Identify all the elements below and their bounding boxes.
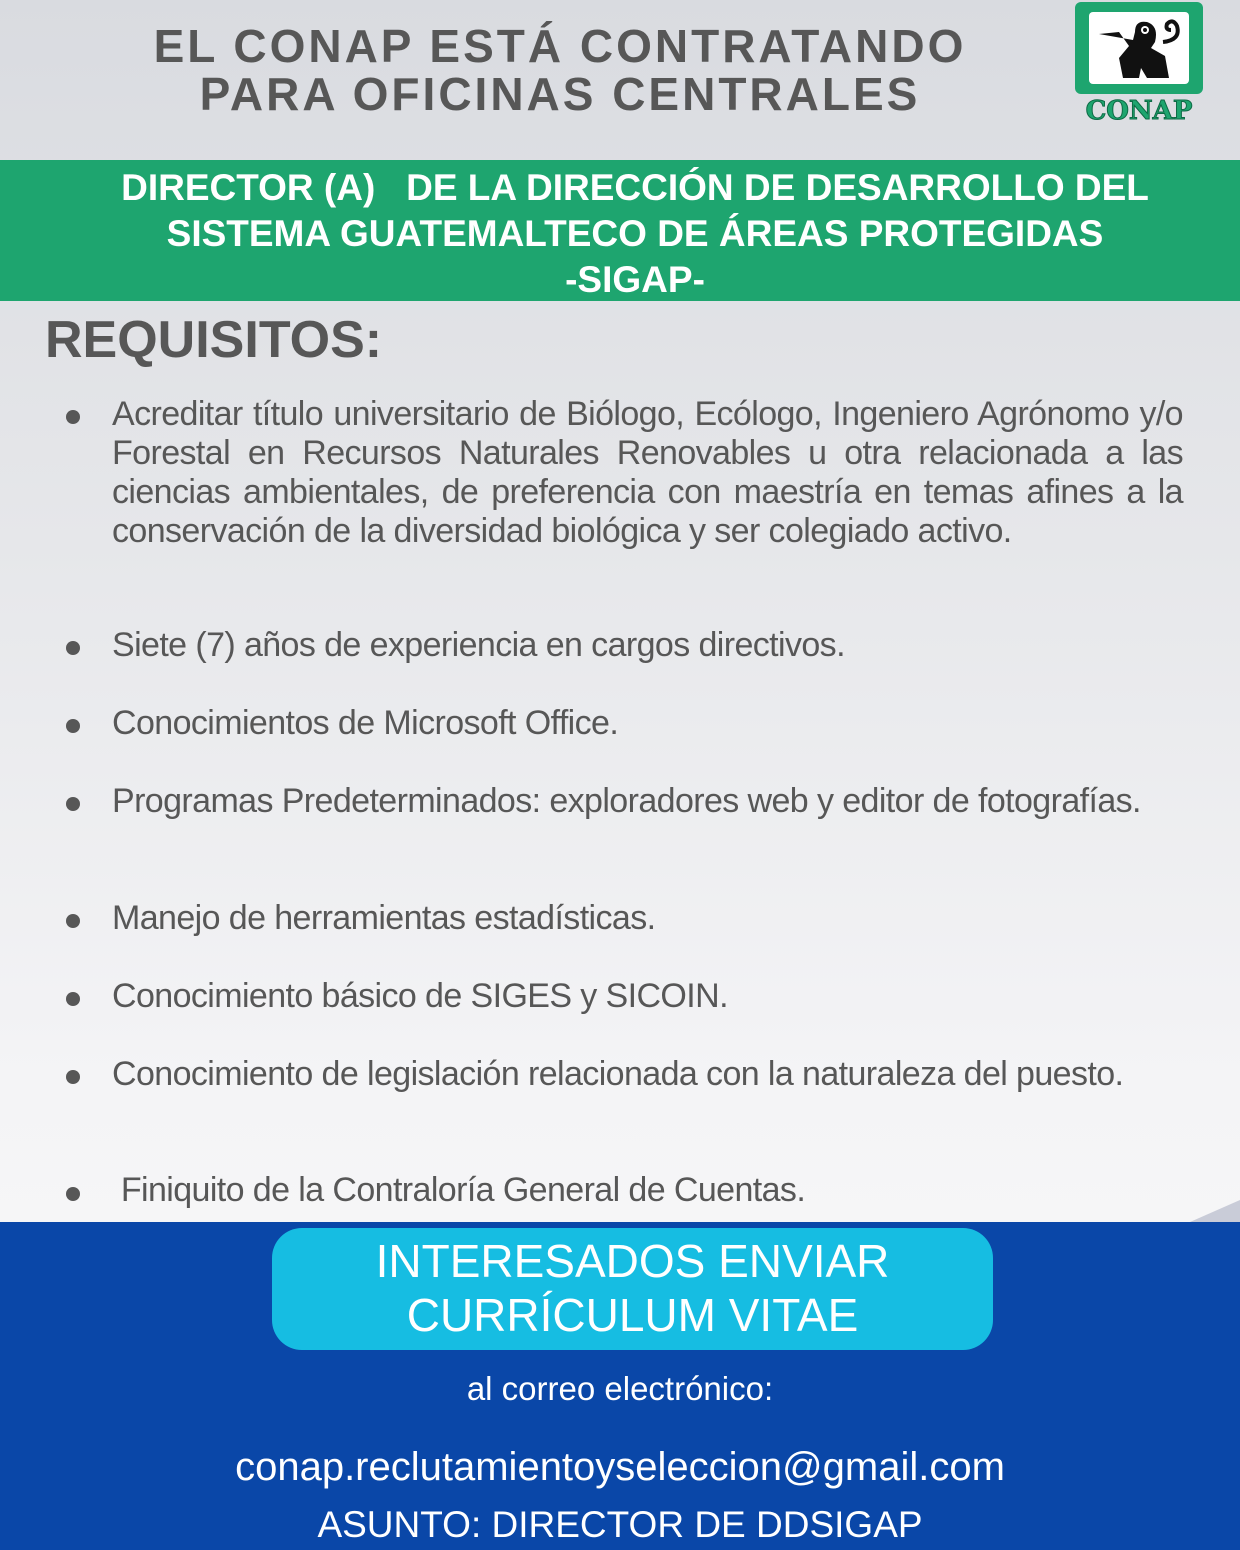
bullet-icon — [66, 410, 80, 424]
position-line-2: SISTEMA GUATEMALTECO DE ÁREAS PROTEGIDAS — [166, 213, 1104, 254]
requirement-item: Conocimiento de legislación relacionada con la naturaleza del puesto. — [112, 1055, 1124, 1093]
cta-line-1: INTERESADOS ENVIAR — [375, 1235, 890, 1287]
decorative-corner — [1190, 1200, 1240, 1222]
title-line-2: PARA OFICINAS CENTRALES — [199, 68, 921, 120]
email-label: al correo electrónico: — [466, 1370, 774, 1407]
requirement-item: Finiquito de la Contraloría General de Cuentas. — [112, 1171, 806, 1209]
conap-logo — [1075, 2, 1203, 126]
requirement-item: Acreditar título universitario de Biólogo, Ecólogo, Ingeniero Agrónomo y/o Forestal en Recursos Naturales Renovables u otra relacionada a las ciencias ambientales, de preferencia con maestría en temas afines a la conservación de la diversidad biológica y ser colegiado activo. — [112, 395, 1183, 550]
bullet-icon — [66, 641, 80, 655]
requirements-heading: REQUISITOS: — [45, 311, 383, 369]
requirement-item: Conocimientos de Microsoft Office. — [112, 704, 619, 742]
requirement-item: Manejo de herramientas estadísticas. — [112, 899, 656, 937]
bullet-icon — [66, 914, 80, 928]
position-line-1: DIRECTOR (A) DE LA DIRECCIÓN DE DESARROLLO DEL — [121, 167, 1149, 208]
bullet-icon — [66, 797, 80, 811]
requirement-item: Programas Predeterminados: exploradores web y editor de fotografías. — [112, 782, 1141, 820]
bullet-icon — [66, 1070, 80, 1084]
subject-line: ASUNTO: DIRECTOR DE DDSIGAP — [317, 1504, 923, 1545]
monkey-icon — [1089, 12, 1189, 84]
email-link[interactable]: conap.reclutamientoyseleccion@gmail.com — [235, 1445, 1005, 1489]
page-title — [60, 22, 1060, 118]
logo-text: CONAP — [1085, 96, 1193, 126]
requirement-item: Conocimiento básico de SIGES y SICOIN. — [112, 977, 728, 1015]
position-banner — [0, 160, 1240, 301]
position-line-3: -SIGAP- — [565, 259, 705, 300]
title-line-1: EL CONAP ESTÁ CONTRATANDO — [153, 20, 967, 72]
requirement-item: Siete (7) años de experiencia en cargos directivos. — [112, 626, 845, 664]
bullet-icon — [66, 992, 80, 1006]
bullet-icon — [66, 719, 80, 733]
cta-line-2: CURRÍCULUM VITAE — [406, 1289, 859, 1341]
bullet-icon — [66, 1187, 80, 1201]
cta-box — [272, 1228, 993, 1350]
